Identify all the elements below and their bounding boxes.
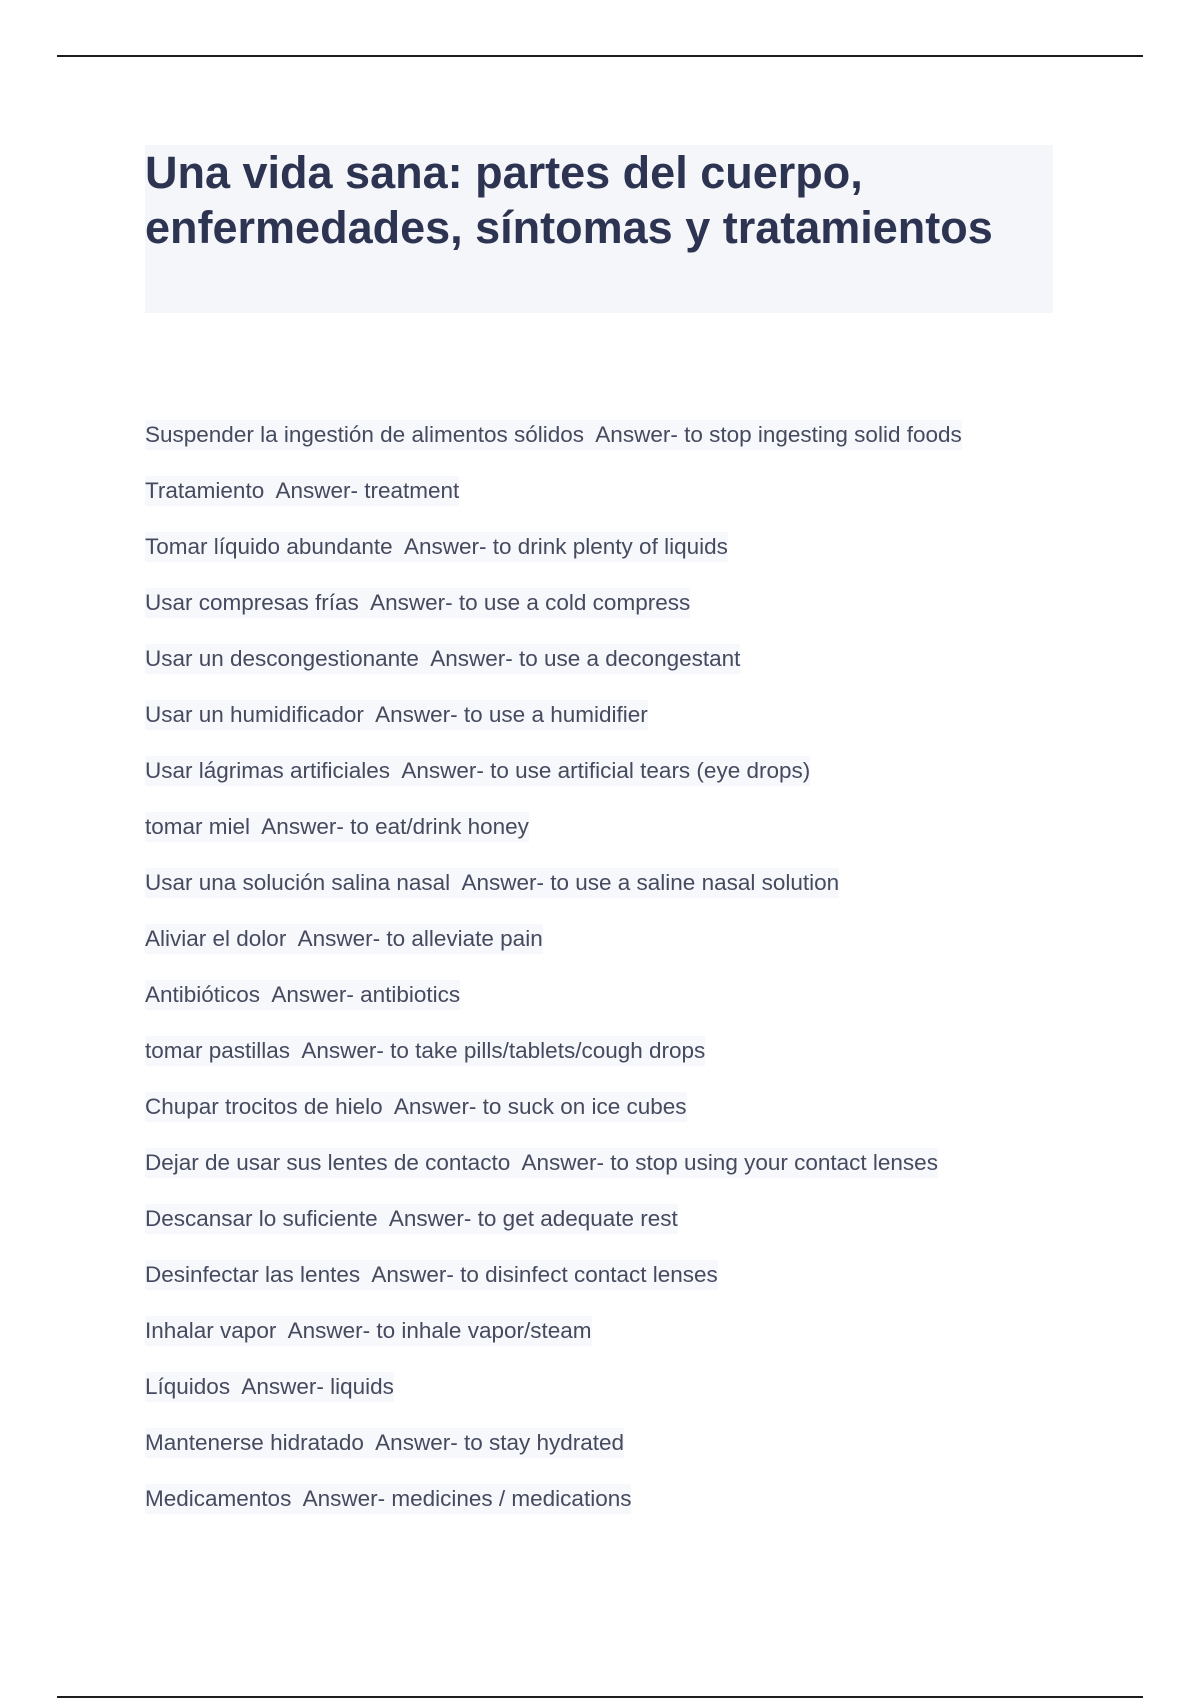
entry-answer: Answer- medicines / medications [302,1486,632,1511]
entry-term: Usar lágrimas artificiales [145,758,391,783]
top-rule [57,55,1143,57]
entry-answer: Answer- to use a humidifier [375,702,648,727]
list-item [145,420,1085,476]
entry-answer: Answer- to suck on ice cubes [393,1094,687,1119]
entry-term: Tratamiento [145,478,265,503]
list-item [145,1484,1085,1540]
entry-answer: Answer- to alleviate pain [297,926,543,951]
entry-answer: Answer- treatment [275,478,460,503]
entry-term: Aliviar el dolor [145,926,287,951]
list-item [145,756,1085,812]
entry-term: Mantenerse hidratado [145,1430,364,1455]
list-item [145,1260,1085,1316]
entry-answer: Answer- to stop ingesting solid foods [595,422,962,447]
title-block [145,145,1053,313]
entry-answer: Answer- to inhale vapor/steam [287,1318,592,1343]
document-title: Una vida sana: partes del cuerpo, enfermedades, síntomas y tratamientos [145,147,993,253]
list-item [145,1316,1085,1372]
list-item [145,868,1085,924]
entry-term: Dejar de usar sus lentes de contacto [145,1150,511,1175]
entry-term: Suspender la ingestión de alimentos sólidos [145,422,585,447]
entry-answer: Answer- to stop using your contact lenses [521,1150,938,1175]
entry-term: Inhalar vapor [145,1318,277,1343]
list-item [145,1092,1085,1148]
entry-term: Descansar lo suficiente [145,1206,378,1231]
list-item [145,1036,1085,1092]
entry-term: Usar un descongestionante [145,646,419,671]
list-item [145,812,1085,868]
list-item [145,1148,1085,1204]
entry-answer: Answer- to drink plenty of liquids [403,534,728,559]
entry-answer: Answer- to get adequate rest [388,1206,678,1231]
list-item [145,980,1085,1036]
entry-term: Usar un humidificador [145,702,364,727]
entry-answer: Answer- to use a decongestant [430,646,741,671]
entry-term: Chupar trocitos de hielo [145,1094,383,1119]
entry-term: tomar miel [145,814,251,839]
entry-answer: Answer- to stay hydrated [375,1430,625,1455]
entry-term: Líquidos [145,1374,231,1399]
list-item [145,644,1085,700]
entry-answer: Answer- to use artificial tears (eye drops) [401,758,811,783]
list-item [145,532,1085,588]
entry-answer: Answer- to take pills/tablets/cough drops [301,1038,706,1063]
entry-answer: Answer- to eat/drink honey [261,814,529,839]
bottom-rule [57,1696,1143,1698]
list-item [145,476,1085,532]
entry-answer: Answer- antibiotics [271,982,461,1007]
entry-answer: Answer- to use a saline nasal solution [461,870,840,895]
entry-answer: Answer- liquids [241,1374,394,1399]
entry-term: Tomar líquido abundante [145,534,393,559]
list-item [145,1428,1085,1484]
entry-term: Desinfectar las lentes [145,1262,361,1287]
entry-term: Usar una solución salina nasal [145,870,451,895]
entry-term: Antibióticos [145,982,261,1007]
entry-term: Usar compresas frías [145,590,359,615]
list-item [145,1204,1085,1260]
list-item [145,924,1085,980]
flashcard-list [145,420,1085,1540]
entry-term: Medicamentos [145,1486,292,1511]
entry-answer: Answer- to use a cold compress [370,590,691,615]
entry-term: tomar pastillas [145,1038,291,1063]
list-item [145,700,1085,756]
list-item [145,1372,1085,1428]
list-item [145,588,1085,644]
entry-answer: Answer- to disinfect contact lenses [371,1262,718,1287]
